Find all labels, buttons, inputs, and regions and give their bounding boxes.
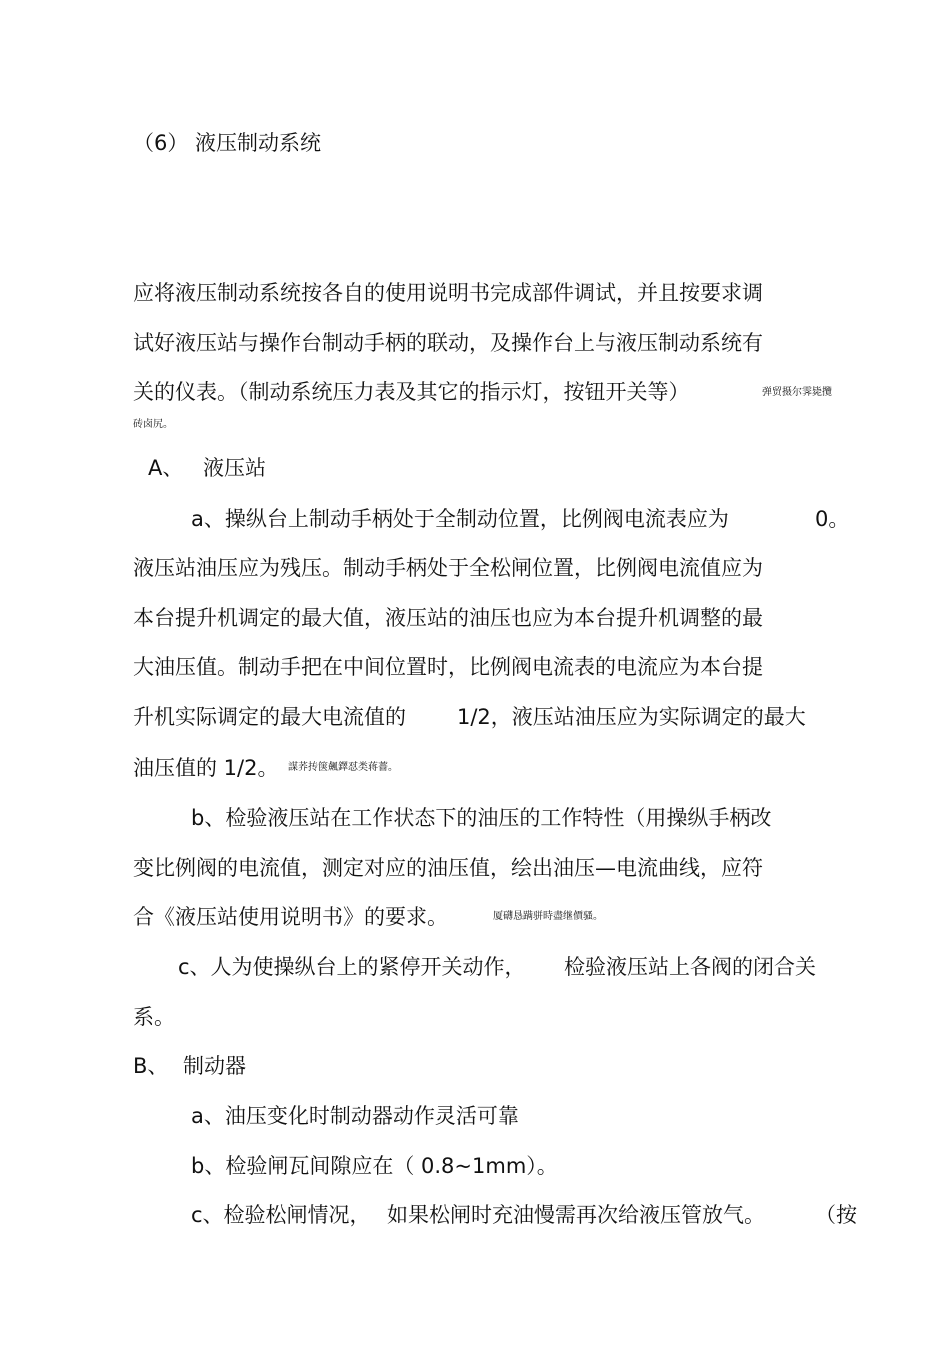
section-b-letter: B、 [133,1054,169,1078]
section-b-item-c-continued: （按 [815,1203,857,1227]
section-a-item-b-note: 厦礴恳蹒骈時盡继價骚。 [493,911,603,922]
intro-note-2: 砖卤尻。 [133,419,173,430]
section-a-item-a-line-5: 升机实际调定的最大电流值的 [133,705,406,729]
section-a-letter: A、 [148,456,184,480]
section-a-item-c-line-1: c、人为使操纵台上的紧停开关动作， [178,955,526,979]
section-a-item-b-line-3: 合《液压站使用说明书》的要求。 [133,905,448,929]
section-a-item-a-line-2: 液压站油压应为残压。制动手柄处于全松闸位置，比例阀电流值应为 [133,556,763,580]
intro-note-1: 弹贸摄尔霁毙攬 [762,387,832,398]
section-b-item-c: c、检验松闸情况， [191,1203,371,1227]
section-a-item-a-line-5-rest: 1/2，液压站油压应为实际调定的最大 [457,705,806,729]
section-heading: （6） 液压制动系统 [133,131,322,155]
section-a-title: 液压站 [203,456,266,480]
section-a-item-b-line-1: b、检验液压站在工作状态下的油压的工作特性（用操纵手柄改 [191,806,772,830]
intro-line-1: 应将液压制动系统按各自的使用说明书完成部件调试，并且按要求调 [133,281,763,305]
intro-line-3: 关的仪表。（制动系统压力表及其它的指示灯，按钮开关等） [133,380,690,404]
section-b-item-a: a、油压变化时制动器动作灵活可靠 [191,1104,519,1128]
section-b-item-b: b、检验闸瓦间隙应在（ 0.8~1mm）。 [191,1154,558,1178]
section-a-item-a-line-4: 大油压值。制动手把在中间位置时，比例阀电流表的电流应为本台提 [133,655,763,679]
section-b-item-c-rest: 如果松闸时充油慢需再次给液压管放气。 [387,1203,765,1227]
section-a-item-a-line-6: 油压值的 1/2。 [133,756,279,780]
section-a-item-a-line-1: a、操纵台上制动手柄处于全制动位置，比例阀电流表应为 [191,507,729,531]
intro-line-2: 试好液压站与操作台制动手柄的联动，及操作台上与液压制动系统有 [133,331,763,355]
section-a-item-a-line-3: 本台提升机调定的最大值，液压站的油压也应为本台提升机调整的最 [133,606,763,630]
section-a-item-c-line-2: 系。 [133,1005,175,1029]
section-b-title: 制动器 [183,1054,246,1078]
section-a-item-a-value: 0。 [815,507,850,531]
section-a-item-c-line-1-rest: 检验液压站上各阀的闭合关 [564,955,816,979]
section-a-item-a-note: 謀荞抟箧飆鐸怼类蒋薔。 [288,762,398,773]
section-a-item-b-line-2: 变比例阀的电流值，测定对应的油压值，绘出油压—电流曲线，应符 [133,856,763,880]
